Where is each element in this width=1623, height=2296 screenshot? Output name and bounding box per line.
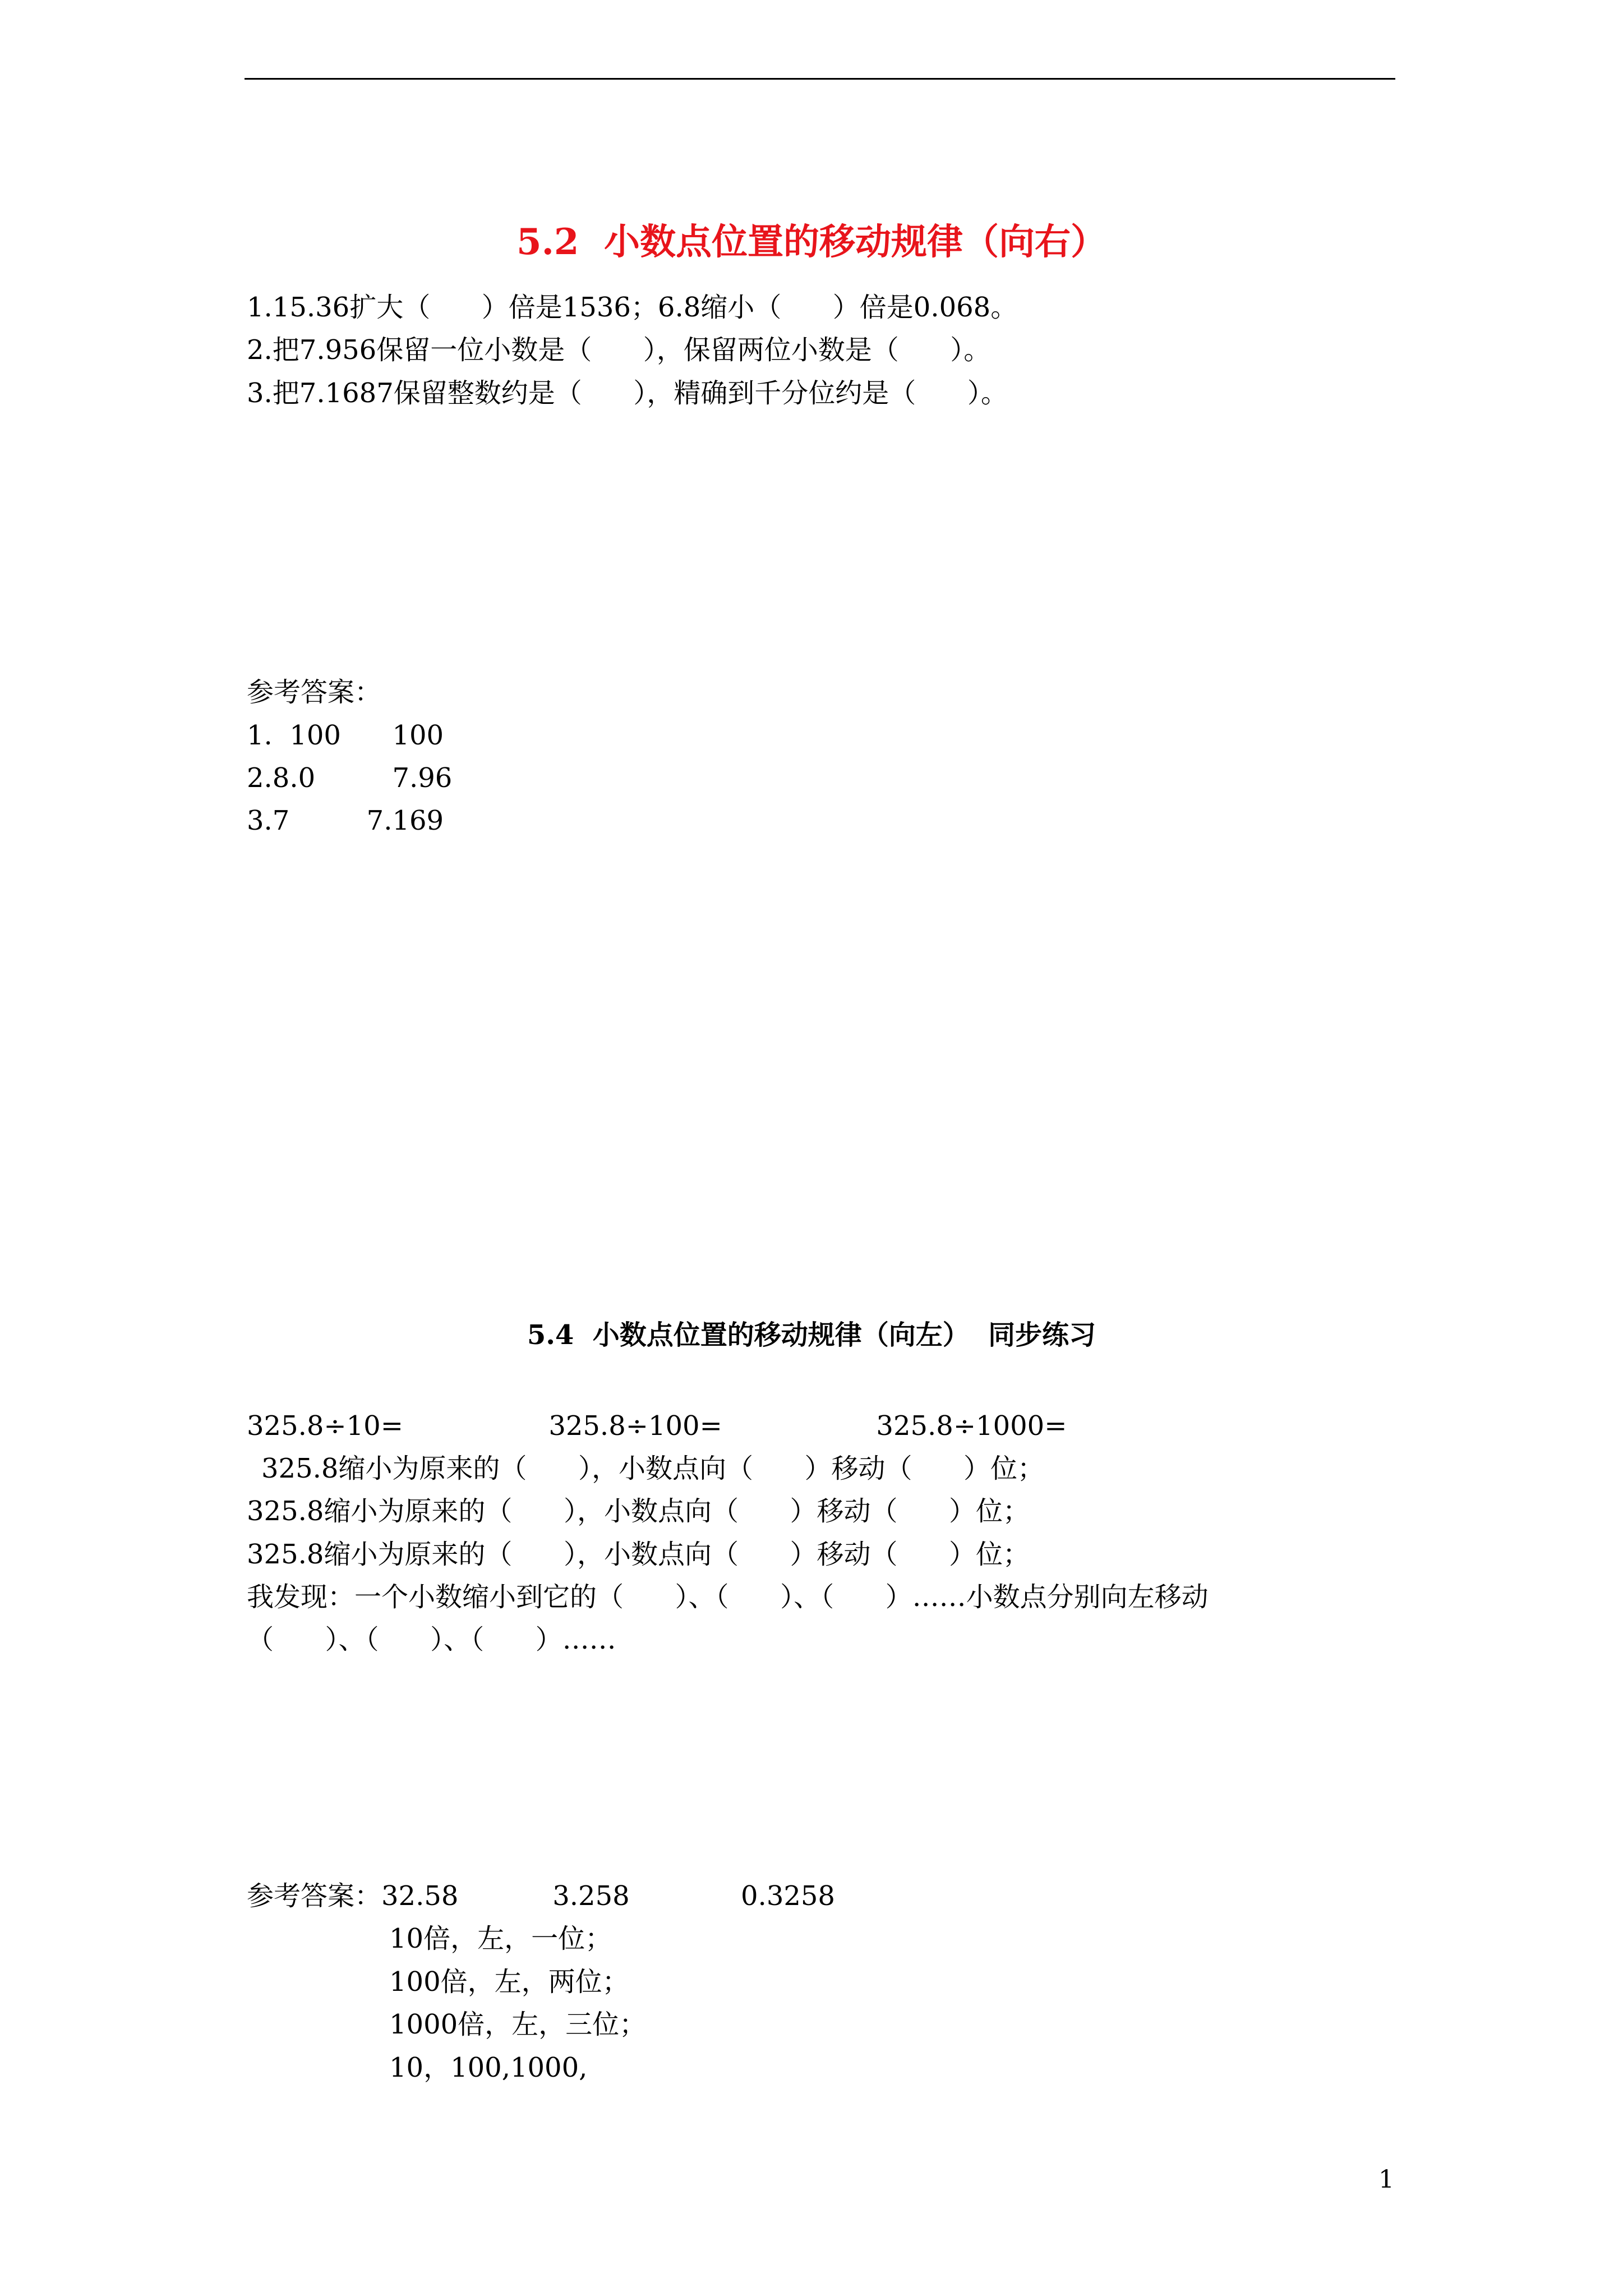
page-number: 1: [1378, 2165, 1394, 2194]
s2-calc-line: 325.8÷10= 325.8÷100= 325.8÷1000=: [247, 1410, 1067, 1442]
s1-answer-label: 参考答案：: [247, 677, 382, 708]
s1-answer-3: 3.7 7.169: [247, 805, 444, 836]
s2-answer-1: 10倍，左，一位；: [389, 1923, 612, 1954]
s2-question-3: 325.8缩小为原来的（ ），小数点向（ ）移动（ ）位；: [247, 1539, 1030, 1570]
s1-answer-1: 1. 100 100: [247, 720, 444, 751]
header-rule: [245, 78, 1395, 80]
s2-answer-2: 100倍，左，两位；: [389, 1966, 629, 1998]
s2-question-4: 我发现：一个小数缩小到它的（ ）、（ ）、（ ）……小数点分别向左移动: [247, 1581, 1209, 1613]
s2-question-5: （ ）、（ ）、（ ）……: [247, 1624, 616, 1655]
section2-title: 5.4 小数点位置的移动规律（向左） 同步练习: [527, 1319, 1096, 1351]
s1-answer-2: 2.8.0 7.96: [247, 762, 453, 794]
s1-question-1: 1.15.36扩大（ ）倍是1536；6.8缩小（ ）倍是0.068。: [247, 292, 1018, 323]
s1-question-2: 2.把7.956保留一位小数是（ ），保留两位小数是（ ）。: [247, 334, 991, 366]
s2-question-2: 325.8缩小为原来的（ ），小数点向（ ）移动（ ）位；: [247, 1496, 1030, 1527]
s2-question-1: 325.8缩小为原来的（ ），小数点向（ ）移动（ ）位；: [261, 1453, 1045, 1484]
section1-title: 5.2 小数点位置的移动规律（向右）: [517, 221, 1106, 263]
s2-answer-first: 参考答案：32.58 3.258 0.3258: [247, 1880, 835, 1912]
s2-answer-4: 10，100,1000,: [389, 2052, 588, 2083]
s2-answer-3: 1000倍，左，三位；: [389, 2009, 647, 2040]
s1-question-3: 3.把7.1687保留整数约是（ ），精确到千分位约是（ ）。: [247, 378, 1008, 409]
